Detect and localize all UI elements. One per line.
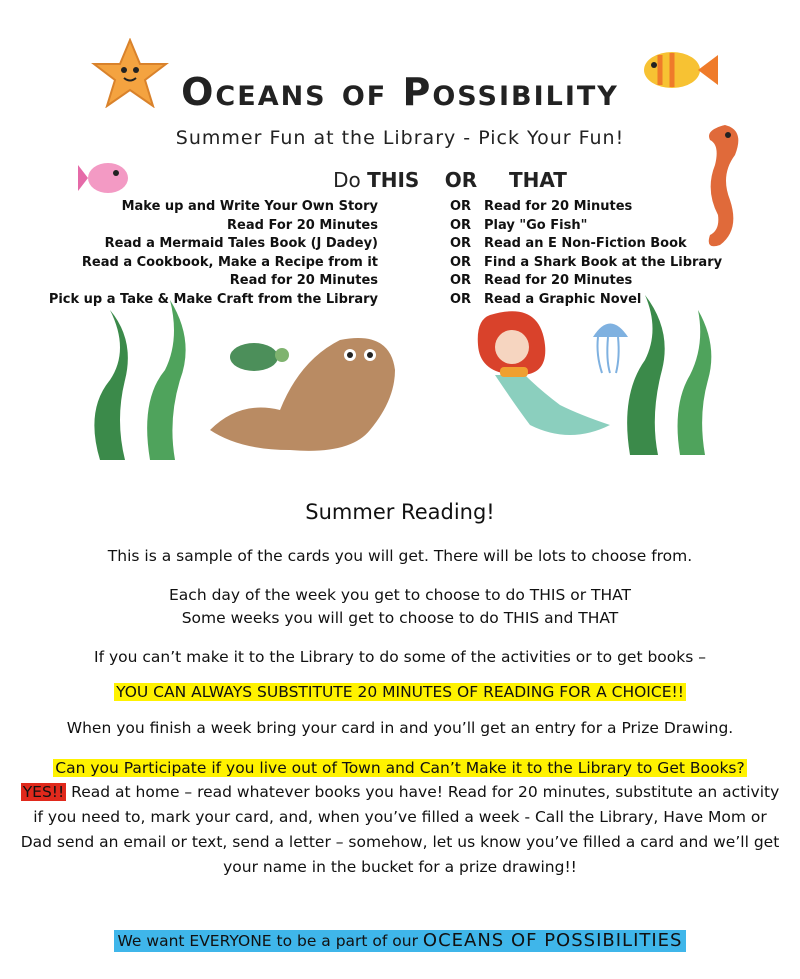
question-text: Can you Participate if you live out of Town and Can’t Make it to the Library to Get Books? xyxy=(55,759,745,777)
starfish-icon xyxy=(90,38,170,108)
do-this-or-that-heading xyxy=(300,168,600,192)
answer-line-2: if you need to, mark your card, and, when you’ve filled a week - Call the Library, Have Mom or xyxy=(33,808,767,826)
choice-that: Find a Shark Book at the Library xyxy=(484,254,723,270)
choice-this: Read for 20 Minutes xyxy=(229,273,378,289)
footer-text: We want EVERYONE to be a part of our xyxy=(117,932,423,950)
choice-row xyxy=(40,255,740,274)
substitute-text: YOU CAN ALWAYS SUBSTITUTE 20 MINUTES OF READING FOR A CHOICE!! xyxy=(116,683,684,701)
jellyfish-icon xyxy=(588,315,633,375)
choice-or: OR xyxy=(450,254,472,270)
choice-row xyxy=(40,199,740,218)
yellow-fish-icon xyxy=(640,45,720,95)
answer-line-3: Dad send an email or text, send a letter – somehow, let us know you’ve filled a card and we’ll get xyxy=(20,833,780,851)
substitute-highlight xyxy=(0,683,800,701)
info-line-this-or-that: Each day of the week you get to choose to do THIS or THAT xyxy=(169,586,631,604)
info-line-cant-make-it: If you can’t make it to the Library to do some of the activities or to get books – xyxy=(94,648,706,666)
choice-this: Read For 20 Minutes xyxy=(227,217,378,233)
choice-that: Play "Go Fish" xyxy=(484,217,588,233)
that-label: THAT xyxy=(508,168,567,192)
choice-this: Read a Cookbook, Make a Recipe from it xyxy=(81,254,378,270)
choice-or: OR xyxy=(450,236,472,252)
page-title: Oceans of Possibility xyxy=(181,70,619,114)
turtle-icon xyxy=(222,335,292,375)
info-line-this-and-that: Some weeks you will get to choose to do THIS and THAT xyxy=(181,609,619,627)
footer-emphasis: OCEANS OF POSSIBILITIES xyxy=(422,930,683,951)
choice-this: Read a Mermaid Tales Book (J Dadey) xyxy=(104,236,378,252)
choice-this: Pick up a Take & Make Craft from the Library xyxy=(48,291,378,307)
footer-highlight xyxy=(114,930,687,952)
answer-line-4: your name in the bucket for a prize drawing!! xyxy=(223,858,577,876)
choice-that: Read for 20 Minutes xyxy=(484,273,633,289)
pink-fish-icon xyxy=(78,155,133,200)
choice-row xyxy=(40,218,740,237)
choice-this: Make up and Write Your Own Story xyxy=(121,199,378,214)
choice-that: Read for 20 Minutes xyxy=(484,199,633,214)
choice-or: OR xyxy=(450,217,472,233)
footer-banner xyxy=(0,930,800,951)
page-subtitle: Summer Fun at the Library - Pick Your Fun! xyxy=(175,127,625,149)
choice-or: OR xyxy=(450,291,472,307)
choice-that: Read an E Non-Fiction Book xyxy=(484,236,687,252)
answer-line-1 xyxy=(0,783,800,801)
choice-row xyxy=(40,273,740,292)
info-line-sample: This is a sample of the cards you will get. There will be lots to choose from. xyxy=(107,547,693,565)
choice-that: Read a Graphic Novel xyxy=(484,291,642,307)
choice-row xyxy=(40,236,740,255)
do-label: Do xyxy=(333,168,361,192)
choice-row xyxy=(40,292,740,311)
this-label: THIS xyxy=(367,168,420,192)
answer-text-1: Read at home – read whatever books you have! Read for 20 minutes, substitute an activity xyxy=(66,783,780,801)
summer-reading-heading: Summer Reading! xyxy=(305,500,495,524)
or-label: OR xyxy=(444,168,478,192)
choice-list xyxy=(40,199,740,311)
info-line-finish-week: When you finish a week bring your card in and you’ll get an entry for a Prize Drawing. xyxy=(66,719,734,737)
choice-or: OR xyxy=(450,199,472,214)
choice-or: OR xyxy=(450,273,472,289)
question-highlight xyxy=(0,759,800,777)
yes-badge: YES!! xyxy=(22,783,65,801)
seaweed-left-icon xyxy=(80,290,200,460)
